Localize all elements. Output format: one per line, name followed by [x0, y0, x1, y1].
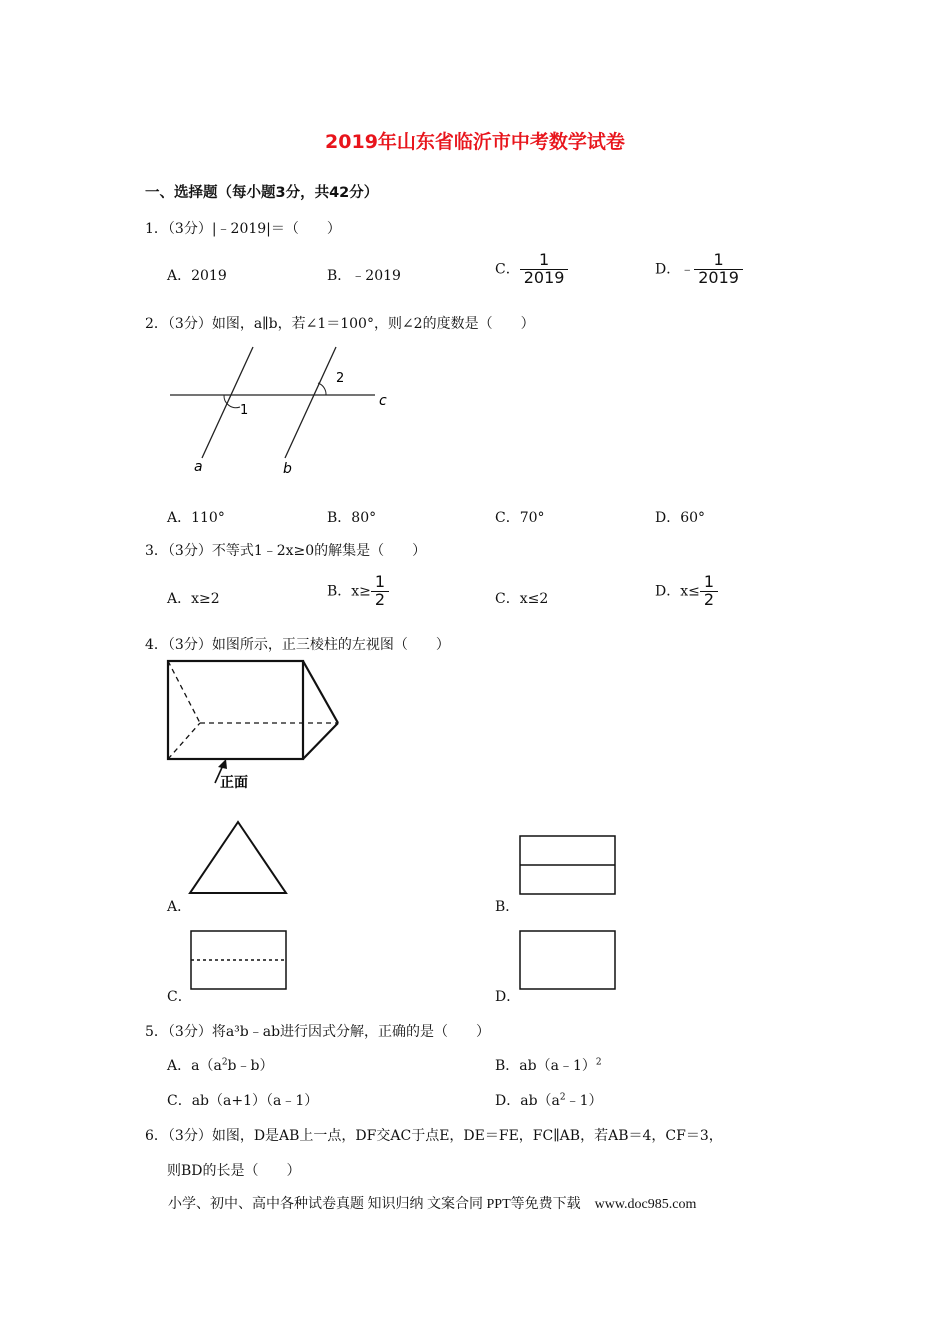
exponent: 2	[559, 1092, 566, 1103]
exponent: 2	[221, 1057, 228, 1068]
q2-option-a: A．110°	[167, 510, 225, 526]
q3-option-d-label: D．x≤	[655, 583, 700, 600]
prism-front-face	[168, 661, 303, 759]
q3-option-d	[655, 574, 718, 609]
question-2-stem: 2．（3分）如图，a∥b，若∠1＝100°，则∠2的度数是（ ）	[145, 316, 535, 332]
q5-option-c: C．ab（a+1）（a﹣1）	[167, 1093, 319, 1109]
fraction-numerator: 1	[694, 252, 743, 270]
q5-option-b-pre: B．ab（a﹣1）	[495, 1058, 596, 1074]
q5-option-d-post: ﹣1）	[565, 1093, 603, 1109]
exponent: 2	[595, 1057, 602, 1068]
q4-option-b-figure	[518, 834, 618, 896]
angle-2-label: 2	[336, 371, 345, 386]
q1-option-d-fraction	[694, 252, 743, 287]
fraction-numerator: 1	[520, 252, 569, 270]
prism-hidden-edge	[168, 723, 200, 759]
q3-option-b-fraction	[371, 574, 389, 609]
q5-option-a-post: b﹣b）	[227, 1058, 274, 1074]
line-b	[285, 347, 336, 458]
q3-option-a: A．x≥2	[167, 591, 220, 607]
line-b-label: b	[283, 461, 292, 477]
fraction-numerator: 1	[371, 574, 389, 592]
fraction-denominator: 2019	[523, 267, 565, 287]
q5-option-d	[495, 1090, 603, 1110]
fraction-denominator: 2	[703, 589, 715, 609]
question-6-stem-continued: 则BD的长是（ ）	[167, 1163, 301, 1179]
q3-option-b	[327, 574, 389, 609]
fraction-denominator: 2	[374, 589, 386, 609]
prism-edge	[303, 661, 338, 723]
prism-edge	[303, 723, 338, 759]
rectangle-shape	[520, 931, 615, 989]
q4-option-a: A．	[167, 899, 192, 915]
q4-option-c: C．	[167, 989, 192, 1005]
page-title: 2019年山东省临沂市中考数学试卷	[325, 131, 625, 153]
fraction-numerator: 1	[700, 574, 718, 592]
question-3-stem: 3．（3分）不等式1﹣2x≥0的解集是（ ）	[145, 543, 427, 559]
q4-option-a-figure	[185, 818, 291, 896]
q1-option-c-fraction	[520, 252, 569, 287]
q4-option-c-figure	[189, 929, 289, 991]
prism-hidden-edge	[168, 661, 200, 723]
question-6-stem: 6．（3分）如图，D是AB上一点，DF交AC于点E，DE＝FE，FC∥AB，若AB＝4，CF＝3，	[145, 1128, 723, 1144]
q1-option-d	[655, 252, 743, 287]
question-5-stem: 5．（3分）将a³b﹣ab进行因式分解，正确的是（ ）	[145, 1024, 491, 1040]
triangular-prism-figure	[160, 655, 350, 795]
q5-option-d-pre: D．ab（a	[495, 1093, 560, 1109]
q4-option-d-figure	[518, 929, 618, 991]
front-view-label: 正面	[220, 775, 248, 791]
q1-option-c	[495, 252, 568, 287]
q3-option-b-label: B．x≥	[327, 583, 371, 600]
question-4-stem: 4．（3分）如图所示，正三棱柱的左视图（ ）	[145, 637, 450, 653]
q5-option-a-pre: A．a（a	[167, 1058, 222, 1074]
q3-option-c: C．x≤2	[495, 591, 549, 607]
q2-option-d: D．60°	[655, 510, 706, 526]
q1-option-b: B．﹣2019	[327, 268, 401, 284]
fraction-denominator: 2019	[698, 267, 739, 287]
angle-1-label: 1	[240, 403, 249, 418]
q1-option-c-label: C．	[495, 261, 520, 278]
line-c-label: c	[379, 393, 387, 409]
parallel-lines-figure	[160, 340, 400, 480]
q4-option-b: B．	[495, 899, 520, 915]
q2-option-c: C．70°	[495, 510, 545, 526]
q4-option-d: D．	[495, 989, 521, 1005]
page-footer: 小学、初中、高中各种试卷真题 知识归纳 文案合同 PPT等免费下载 www.doc985.com	[168, 1197, 697, 1212]
line-a-label: a	[194, 459, 203, 475]
triangle-shape	[190, 822, 286, 893]
q1-option-d-label: D．﹣	[655, 261, 695, 278]
front-arrow-head	[218, 759, 227, 769]
q5-option-b	[495, 1055, 602, 1075]
q2-option-b: B．80°	[327, 510, 377, 526]
section-heading: 一、选择题（每小题3分，共42分）	[145, 185, 379, 201]
question-1-stem: 1．（3分）|﹣2019|＝（ ）	[145, 221, 341, 237]
q3-option-d-fraction	[700, 574, 718, 609]
q1-option-a: A．2019	[167, 268, 227, 284]
q5-option-a	[167, 1055, 273, 1075]
